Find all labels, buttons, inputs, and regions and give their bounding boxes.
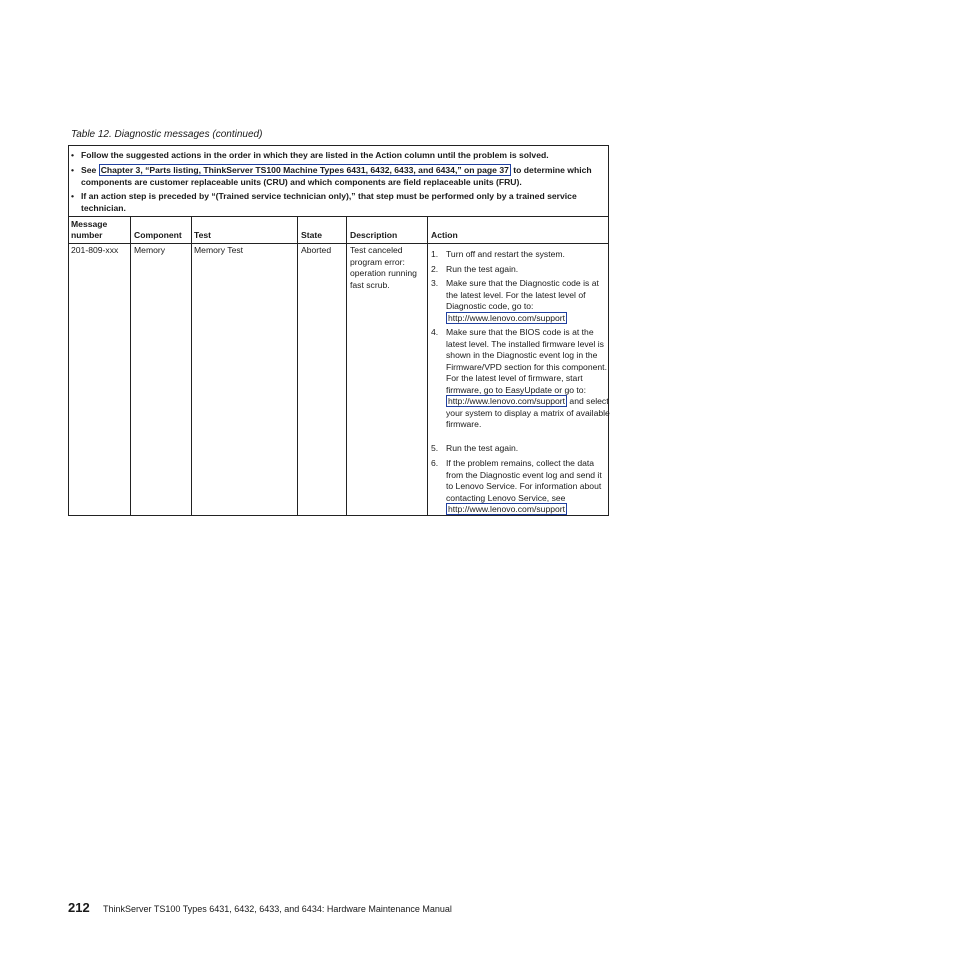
cell-component: Memory xyxy=(134,245,166,255)
running-footer: ThinkServer TS100 Types 6431, 6432, 6433, and 6434: Hardware Maintenance Manual xyxy=(103,904,452,914)
header-action: Action xyxy=(431,230,458,240)
header-message-number: Message number xyxy=(71,219,108,240)
column-divider xyxy=(130,217,131,515)
support-link[interactable]: http://www.lenovo.com/support xyxy=(448,396,566,406)
cell-message-number: 201-809-xxx xyxy=(71,245,119,255)
header-description: Description xyxy=(350,230,398,240)
table-notes: • Follow the suggested actions in the order in which they are listed in the Action column until the problem is solved. • See Chapter 3, “Parts listing, ThinkServer TS100 Machine Types 6431, 6432, 6433, and 6434,” on page 37 to determine which components are customer replaceable units (CRU) and which components are field replaceable units (FRU). • If an action step is preceded by “(Trained service technician only),” that step must be performed only by a trained service technician. xyxy=(69,146,608,217)
support-link[interactable]: http://www.lenovo.com/support xyxy=(448,312,566,323)
column-divider xyxy=(297,217,298,515)
column-divider xyxy=(191,217,192,515)
page-number: 212 xyxy=(68,900,90,915)
header-state: State xyxy=(301,230,323,240)
chapter-3-link[interactable]: Chapter 3, “Parts listing, ThinkServer TS100 Machine Types 6431, 6432, 6433, and 6434,” on page 37 xyxy=(100,165,509,175)
diagnostic-table: • Follow the suggested actions in the order in which they are listed in the Action column until the problem is solved. • See Chapter 3, “Parts listing, ThinkServer TS100 Machine Types 6431, 6432, 6433, and 6434,” on page 37 to determine which components are customer replaceable units (CRU) and which components are field replaceable units (FRU). • If an action step is preceded by “(Trained service technician only),” that step must be performed only by a trained service technician. Message number Component Test State Description Action 201-809-xxx Memory Memory Test Aborted Test canceled program error: operation running fast scrub. 1. Turn off and restart the system. 2. Run the test again. 3. Make sure that the Diagnostic code is at the latest level. For the latest level of Diagnostic code, go to: http://www.lenovo.com/support 4. Make sure that the BIOS code is at the latest level. The installed firmware level is shown in the Diagnostic event log in the Firmware/VPD section for this component. For the latest level of firmware, start firmware, go to EasyUpdate or go to: http://www.lenovo.com/support and select your system to display a matrix of available firmware. 5. Run the test again. 6. If the problem remains, collect the data from the Diagnostic event log and send it to Lenovo Service. For information about contacting Lenovo Service, see http://www.lenovo.com/support xyxy=(68,145,609,516)
cell-test: Memory Test xyxy=(194,245,244,255)
column-divider xyxy=(427,217,428,515)
cell-state: Aborted xyxy=(301,245,332,255)
header-test: Test xyxy=(194,230,212,240)
table-caption: Table 12. Diagnostic messages (continued) xyxy=(71,129,263,140)
cell-description: Test canceled program error: operation running fast scrub. xyxy=(350,245,417,290)
header-divider xyxy=(69,243,608,244)
column-divider xyxy=(346,217,347,515)
header-component: Component xyxy=(134,230,182,240)
support-link[interactable]: http://www.lenovo.com/support xyxy=(448,504,566,514)
